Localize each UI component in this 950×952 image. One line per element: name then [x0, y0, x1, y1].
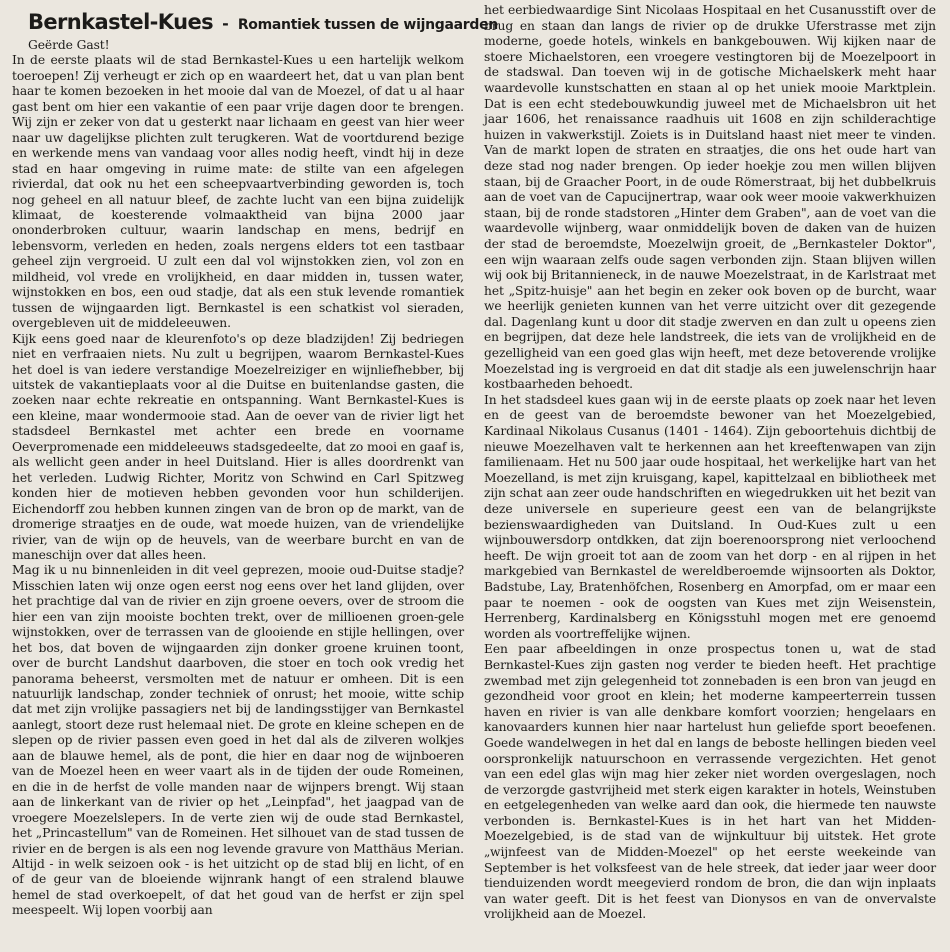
right-column	[484, 3, 936, 948]
title-separator: -	[222, 14, 229, 33]
body-paragraph: Mag ik u nu binnenleiden in dit veel geprezen, mooie oud-Duitse stadje? Misschien laten wij onze ogen eerst nog eens over het land glijden, over het prachtige dal van de rivier en zijn groene oevers, over de stroom die hier een van zijn mooiste bochten trekt, over de millioenen groen-gele wijnstokken, over de terrassen van de glooiende en stijle hellingen, over het bos, dat boven de wijngaarden zijn donker groene kruinen toont, over de burcht Landshut daarboven, die stoer en toch ook vredig het panorama beheerst, versmolten met de natuur er omheen. Dit is een natuurlijk landschap, zonder techniek of onrust; het mooie, witte schip dat met zijn vrolijke passagiers net bij de landingsstijger van Bernkastel aanlegt, stoort deze rust helemaal niet. De grote en kleine schepen en de slepen op de rivier passen even goed in het dal als de zilveren wolkjes aan de blauwe hemel, als de pont, die hier en daar nog de wijnboeren van de Moezel heen en weer vaart als in de tijden der oude Romeinen, en die in de herfst de volle manden naar de wijnpers brengt. Wij staan aan de linkerkant van de rivier op het „Leinpfad", het jaagpad van de vroegere Moezelslepers. In de verte zien wij de oude stad Bernkastel, het „Princastellum" van de Romeinen. Het silhouet van de stad tussen de rivier en de bergen is als een nog levende gravure von Matthäus Merian. Altijd - in welk seizoen ook - is het uitzicht op de stad blij en licht, of en of de geur van de bloeiende wijnrank hangt of een stralend blauwe hemel de stad overkoepelt, of dat het goud van de herfst er zijn spel meespeelt. Wij lopen voorbij aan	[12, 563, 464, 918]
body-paragraph: In de eerste plaats wil de stad Bernkastel-Kues u een hartelijk welkom toeroepen! Zij verheugt er zich op en waardeert het, dat u van plan bent haar te komen bezoeken in het mooie dal van de Moezel, of dat u al haar gast bent om hier een vakantie of een paar vrije dagen door te brengen. Wij zijn er zeker von dat u gesterkt naar lichaam en geest van hier weer naar uw dagelijkse plichten zult terugkeren. Wat de voortdurend bezige en werkende mens van vandaag voor alles nodig heeft, vindt hij in deze stad en haar omgeving in ruime mate: de stilte van een afgelegen rivierdal, dat ook nu het een scheepvaartverbinding geworden is, toch nog geheel en all natuur bleef, de zachte lucht van een bijna zuidelijk klimaat, de koesterende volmaaktheid van bijna 2000 jaar ononderbroken cultuur, waarin landschap en mens, bedrijf en lebensvorm, verleden en heden, zoals nergens elders tot een tastbaar geheel zijn vergroeid. U zult een dal vol wijnstokken zien, vol zon en mildheid, vol vrede en vrolijkheid, en daar midden in, tussen water, wijnstokken en bos, een oud stadje, dat als een stuk levende romantiek tussen de wijngaarden ligt. Bernkastel is een schatkist vol sieraden, overgebleven uit de middeleeuwen.	[12, 53, 464, 331]
article-subtitle: Romantiek tussen de wijngaarden	[237, 17, 498, 33]
body-paragraph: In het stadsdeel kues gaan wij in de eerste plaats op zoek naar het leven en de geest van de beroemdste bewoner van het Moezelgebied, Kardinaal Nikolaus Cusanus (1401 - 1464). Zijn geboortehuis dichtbij de nieuwe Moezelhaven valt te herkennen aan het kreeftenwapen van zijn familienaam. Het nu 500 jaar oude hospitaal, het werkelijke hart van het Moezelland, is met zijn kruisgang, kapel, kapittelzaal en bibliotheek met zijn schat aan zeer oude handschriften en wiegedrukken uit het bezit van deze universele en superieure geest een van de belangrijkste bezienswaardigheden van Duitsland. In Oud-Kues zult u een wijnbouwersdorp ontdkken, dat zijn boerenoorsprong niet verloochend heeft. De wijn groeit tot aan de zoom van het dorp - en al rijpen in het markgebied van Bernkastel de wereldberoemde wijnsoorten als Doktor, Badstube, Lay, Bratenhöfchen, Rosenberg en Amorpfad, om er maar een paar te noemen - ook de oogsten van Kues met zijn Weisenstein, Herrenberg, Kardinalsberg en Königsstuhl mogen met ere genoemd worden als voortreffelijke wijnen.	[484, 392, 936, 641]
greeting: Geërde Gast!	[28, 38, 110, 52]
left-column	[12, 10, 498, 948]
body-paragraph: Kijk eens goed naar de kleurenfoto's op deze bladzijden! Zij bedriegen niet en verfraaien niets. Nu zult u begrijpen, waarom Bernkastel-Kues het doel is van iedere verstandige Moezelreiziger en wijnliefhebber, bij uitstek de vakantieplaats voor al die Duitse en buitenlandse gasten, die zoeken naar echte rekreatie en ontspanning. Want Bernkastel-Kues is een kleine, maar wondermooie stad. Aan de oever van de rivier ligt het stadsdeel Bernkastel met achter een brede en voorname Oeverpromenade een middeleeuws stadsgedeelte, dat zo mooi en gaaf is, als wellicht geen ander in heel Duitsland. Hier is alles doordrenkt van het verleden. Ludwig Richter, Moritz von Schwind en Carl Spitzweg konden hier de motieven hebben gevonden voor hun schilderijen. Eichendorff zou hebben kunnen zingen van de bron op de markt, van de dromerige straatjes en de oude, wat moede huizen, van de vriendelijke rivier, van de wijn op de heuvels, van de weerbare burcht en van de maneschijn over dat alles heen.	[12, 331, 464, 562]
body-paragraph: het eerbiedwaardige Sint Nicolaas Hospitaal en het Cusanusstift over de brug en staan dan langs de rivier op de drukke Uferstrasse met zijn moderne, goede hotels, winkels en bankgebouwen. Wij kijken naar de stoere Michaelstoren, een vroegere vestingtoren bij de Moezelpoort in de stadswal. Dan toeven wij in de gotische Michaelskerk meht haar waardevolle kunstschatten en staan al op het uniek mooie Marktplein. Dat is een echt stedebouwkundig juweel met de Michaelsbron uit het jaar 1606, het renaissance raadhuis uit 1608 en zijn schilderachtige huizen in vakwerkstijl. Zoiets is in Duitsland haast niet meer te vinden. Van de markt lopen de straten en straatjes, die ons het oude hart van deze stad nog nader brengen. Op ieder hoekje zou men willen blijven staan, bij de Graacher Poort, in de oude Römerstraat, bij het dubbelkruis aan de voet van de Capucijnertrap, waar ook weer mooie vakwerkhuizen staan, bij de ronde stadstoren „Hinter dem Graben", aan de voet van die waardevolle wijnberg, waar onmiddelijk boven de daken van de huizen der stad de beroemdste, Moezelwijn groeit, de „Bernkasteler Doktor", een wijn waaraan zelfs oude sagen verbonden zijn. Staan blijven willen wij ook bij Britannieneck, in de nauwe Moezelstraat, in de Karlstraat met het „Spitz-huisje" aan het begin en zeker ook boven op de burcht, waar we heerlijk genieten kunnen van het verre uitzicht over dit gezegende dal. Dagenlang kunt u door dit stadje zwerven en dan zult u opeens zien en begrijpen, dat deze hele landstreek, die iets van de vrolijkheid en de gezelligheid van een goed glas wijn heeft, met deze betoverende vrolijke Moezelstad ing is vergroeid en dat dit stadje als een juwelenschrijn haar kostbaarheden behoedt.	[484, 3, 936, 392]
article-title: Bernkastel-Kues	[28, 10, 213, 34]
article-heading	[28, 10, 498, 34]
body-paragraph: Een paar afbeeldingen in onze prospectus tonen u, wat de stad Bernkastel-Kues zijn gasten nog verder te bieden heeft. Het prachtige zwembad met zijn gelegenheid tot zonnebaden is een bron van jeugd en gezondheid voor groot en klein; het moderne kampeerterrein tussen haven en rivier is van alle denkbare komfort voorzien; hengelaars en kanovaarders kunnen hier naar hartelust hun geliefde sport beoefenen. Goede wandelwegen in het dal en langs de beboste hellingen bieden veel oorspronkelijk natuurschoon en verrassende vergezichten. Het genot van een edel glas wijn mag hier zeker niet worden overgeslagen, noch de verzorgde gastvrijheid met sterk eigen karakter in hotels, Weinstuben en eetgelegenheden van welke aard dan ook, die hiermede ten nauwste verbonden is. Bernkastel-Kues is in het hart van het Midden-Moezelgebied, is de stad van de wijnkultuur bij uitstek. Het grote „wijnfeest van de Midden-Moezel" op het eerste weekeinde van September is het volksfeest van de hele streek, dat ieder jaar weer door tienduizenden wordt meegevierd rondom de bron, die dan wijn inplaats van water geeft. Dit is het feest van Dionysos en van de onvervalste vrolijkheid aan de Moezel.	[484, 642, 936, 922]
